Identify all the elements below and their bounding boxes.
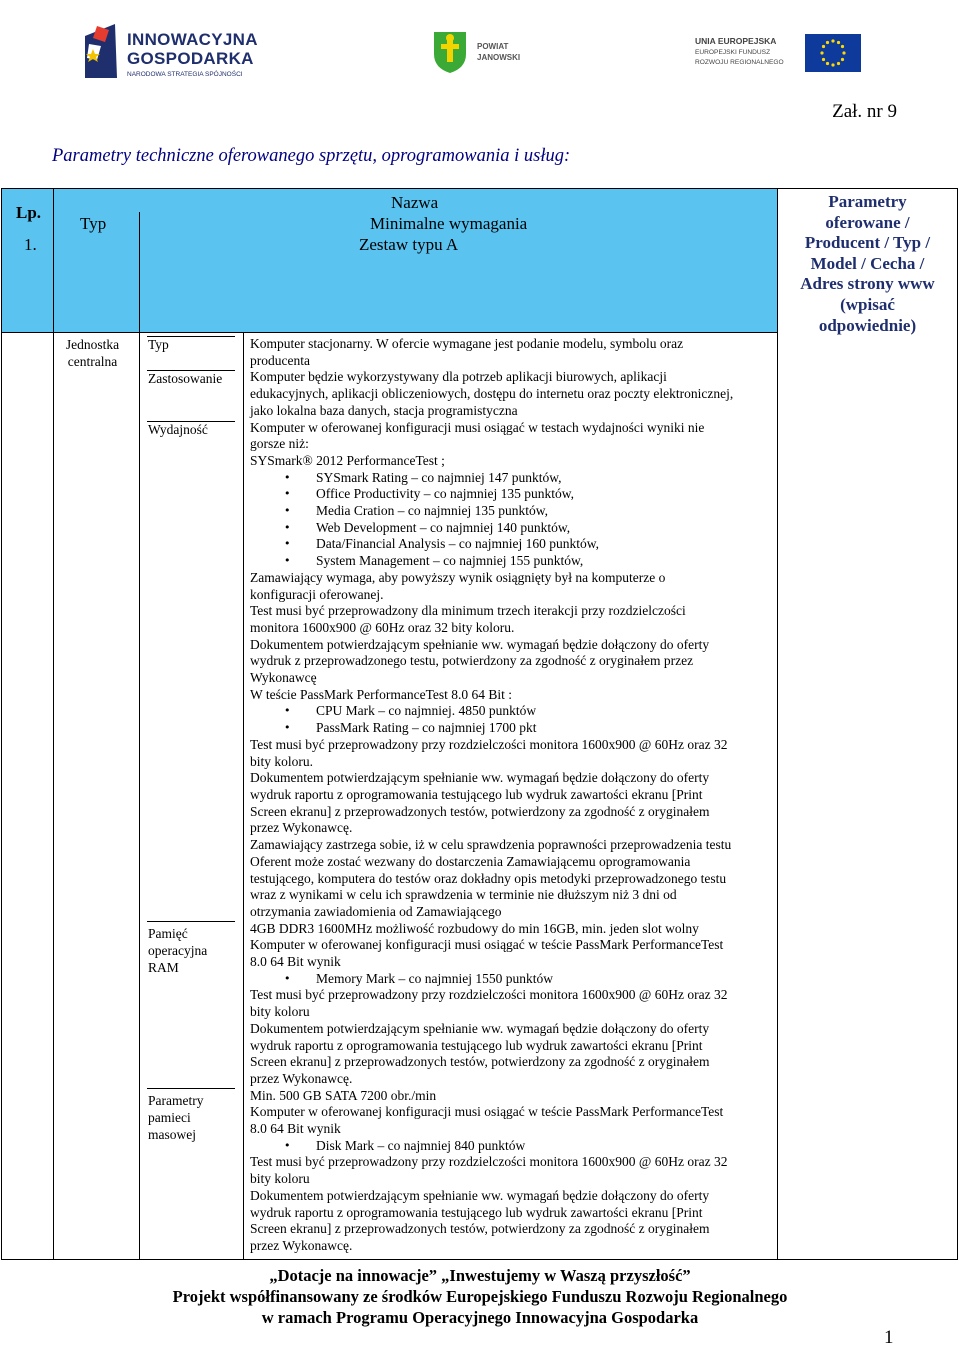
header-nazwa: Nazwa	[391, 193, 439, 212]
table-header-shading	[2, 189, 777, 332]
bullet-item: • SYSmark Rating – co najmniej 147 punktów,	[250, 470, 774, 487]
logo-text-efrr-2: ROZWOJU REGIONALNEGO	[695, 59, 784, 66]
unit-name: Jednostka centralna	[65, 337, 120, 369]
req-line: wraz z wynikami w celu ich sprawdzenia w terminie nie dłuższym niż 3 dni od	[250, 887, 677, 903]
cell-line-ram	[147, 921, 235, 922]
logo-text-efrr-1: EUROPEJSKI FUNDUSZ	[695, 49, 771, 56]
req-line: przez Wykonawcę.	[250, 1237, 353, 1253]
req-line: przez Wykonawcę.	[250, 1070, 353, 1086]
req-line: Oferent może zostać wezwany do dostarczenia Zamawiającemu oprogramowania	[250, 853, 691, 869]
footer-cofinancing: Projekt współfinansowany ze środków Europejskiego Funduszu Rozwoju Regionalnego	[172, 1287, 788, 1306]
req-line: 8.0 64 Bit wynik	[250, 954, 341, 970]
req-line: testującego, komputera do testów oraz dokładny opis metodyki przeprowadzonego testu	[250, 870, 727, 886]
cell-line-pm	[147, 1088, 235, 1089]
req-line: Screen ekranu] z przeprowadzonych testów, potwierdzony za zgodność z oryginałem	[250, 1221, 710, 1237]
req-line: Test musi być przeprowadzony przy rozdzielczości monitora 1600x900 @ 60Hz oraz 32	[250, 1154, 728, 1170]
req-line: Dokumentem potwierdzającym spełnianie ww. wymagań będzie dołączony do oferty	[250, 1187, 710, 1203]
req-line: wydruk z przeprowadzonego testu, potwierdzony za zgodność z oryginałem przez	[250, 653, 694, 669]
bullet-item: • Office Productivity – co najmniej 135 punktów,	[250, 486, 774, 503]
bullet-item: • System Management – co najmniej 155 punktów,	[250, 553, 774, 570]
req-line: producenta	[250, 352, 310, 368]
req-line: Dokumentem potwierdzającym spełnianie ww. wymagań będzie dołączony do oferty	[250, 1020, 710, 1036]
logo-text-gospodarka: GOSPODARKA	[127, 49, 254, 68]
label-pamiec-ram: Pamięć operacyjna RAM	[148, 926, 208, 975]
req-line: Zamawiający zastrzega sobie, iż w celu sprawdzenia poprawności przeprowadzenia testu	[250, 837, 732, 853]
logo-text-janowski: JANOWSKI	[477, 53, 521, 62]
eu-flag-icon	[805, 34, 861, 72]
req-line: Dokumentem potwierdzającym spełnianie ww. wymagań będzie dołączony do oferty	[250, 636, 710, 652]
powiat-janowski-logo	[432, 30, 532, 76]
req-line: Wykonawcę	[250, 670, 317, 686]
bullet-item: • Disk Mark – co najmniej 840 punktów	[250, 1138, 774, 1155]
req-line: edukacyjnych, aplikacji obliczeniowych, dostępu do internetu oraz poczty elektronicznej,	[250, 386, 734, 402]
req-line: jako lokalna baza danych, stacja programistyczna	[250, 402, 518, 418]
bullet-item: • Memory Mark – co najmniej 1550 punktów	[250, 971, 774, 988]
req-line: Komputer w oferowanej konfiguracji musi osiągać w teście PassMark PerformanceTest	[250, 1104, 724, 1120]
req-line: wydruk raportu z oprogramowania testującego lub wydruk zawartości ekranu [Print	[250, 1204, 703, 1220]
req-line: otrzymania zawiadomienia od Zamawiającego	[250, 903, 502, 919]
req-line: Komputer będzie wykorzystywany dla potrzeb aplikacji biurowych, aplikacji	[250, 369, 667, 385]
table-header-bottom-line	[2, 332, 777, 333]
req-line: konfiguracji oferowanej.	[250, 586, 384, 602]
req-line: wydruk raportu z oprogramowania testującego lub wydruk zawartości ekranu [Print	[250, 1037, 703, 1053]
header-typ: Typ	[80, 214, 107, 233]
req-line: Dokumentem potwierdzającym spełnianie ww. wymagań będzie dołączony do oferty	[250, 770, 710, 786]
bullet-item: • CPU Mark – co najmniej. 4850 punktów	[250, 703, 774, 720]
bullet-item: • Media Cration – co najmniej 135 punktów,	[250, 503, 774, 520]
req-line: 8.0 64 Bit wynik	[250, 1121, 341, 1137]
logo-text-powiat: POWIAT	[477, 42, 509, 51]
unia-europejska-logo	[695, 36, 865, 76]
req-line: Min. 500 GB SATA 7200 obr./min	[250, 1087, 437, 1103]
req-line: Zamawiający wymaga, aby powyższy wynik osiągnięty był na komputerze o	[250, 569, 666, 585]
logo-text-nss: NARODOWA STRATEGIA SPÓJNOŚCI	[127, 71, 243, 78]
bullet-item: • Web Development – co najmniej 140 punktów,	[250, 520, 774, 537]
label-wydajnosc: Wydajność	[148, 422, 208, 437]
req-line: bity koloru	[250, 1004, 310, 1020]
document-title: Parametry techniczne oferowanego sprzętu, oprogramowania i usług:	[52, 146, 571, 166]
req-line: Screen ekranu] z przeprowadzonych testów, potwierdzony za zgodność z oryginałem	[250, 803, 710, 819]
attachment-number: Zał. nr 9	[832, 101, 897, 122]
req-line: wydruk raportu z oprogramowania testującego lub wydruk zawartości ekranu [Print	[250, 786, 703, 802]
table-vline-4	[777, 189, 778, 1259]
label-zastosowanie: Zastosowanie	[148, 371, 223, 386]
req-line: Komputer w oferowanej konfiguracji musi osiągać w teście PassMark PerformanceTest	[250, 937, 724, 953]
req-line: W teście PassMark PerformanceTest 8.0 64 Bit :	[250, 686, 512, 702]
powiat-shield-icon	[432, 30, 468, 74]
req-line: bity koloru	[250, 1171, 310, 1187]
logo-text-innowacyjna: INNOWACYJNA	[127, 30, 258, 49]
innowacyjna-gospodarka-mark-icon	[83, 22, 123, 80]
req-line: Screen ekranu] z przeprowadzonych testów, potwierdzony za zgodność z oryginałem	[250, 1054, 710, 1070]
page-number: 1	[884, 1327, 894, 1348]
header-parametry-oferowane: Parametry oferowane / Producent / Typ / Model / Cecha / Adres strony www (wpisać odpowiednie)	[800, 192, 935, 335]
bullet-item: • PassMark Rating – co najmniej 1700 pkt	[250, 720, 774, 737]
set-name: Zestaw typu A	[359, 235, 459, 254]
req-line: gorsze niż:	[250, 436, 309, 452]
table-vline-3	[243, 332, 244, 1259]
req-line: Komputer w oferowanej konfiguracji musi osiągać w testach wydajności wyniki nie	[250, 419, 705, 435]
innowacyjna-gospodarka-logo	[83, 22, 273, 80]
bullet-item: • Data/Financial Analysis – co najmniej 160 punktów,	[250, 536, 774, 553]
req-line: 4GB DDR3 1600MHz możliwość rozbudowy do min 16GB, min. jeden slot wolny	[250, 920, 699, 936]
req-line: Test musi być przeprowadzony dla minimum trzech iterakcji przy rozdzielczości	[250, 603, 686, 619]
req-line: Test musi być przeprowadzony przy rozdzielczości monitora 1600x900 @ 60Hz oraz 32	[250, 987, 728, 1003]
specification-table	[1, 188, 958, 1260]
footer-programme: w ramach Programu Operacyjnego Innowacyjna Gospodarka	[261, 1308, 699, 1327]
req-line: monitora 1600x900 @ 60Hz oraz 32 bity koloru.	[250, 619, 515, 635]
req-line: bity koloru.	[250, 753, 313, 769]
req-line: SYSmark® 2012 PerformanceTest ;	[250, 452, 445, 468]
table-vline-2	[139, 212, 140, 1259]
header-minimalne-wymagania: Minimalne wymagania	[370, 214, 528, 233]
req-line: Komputer stacjonarny. W ofercie wymagane jest podanie modelu, symbolu oraz	[250, 336, 684, 351]
logo-text-ue: UNIA EUROPEJSKA	[695, 36, 777, 46]
header-lp: Lp.	[16, 203, 42, 222]
label-pamiec-masowa: Parametry pamieci masowej	[148, 1093, 204, 1142]
requirements-content	[250, 336, 774, 1255]
footer-slogan: „Dotacje na innowacje” „Inwestujemy w Waszą przyszłość”	[269, 1266, 691, 1285]
req-line: przez Wykonawcę.	[250, 820, 353, 836]
req-line: Test musi być przeprowadzony przy rozdzielczości monitora 1600x900 @ 60Hz oraz 32	[250, 736, 728, 752]
label-typ: Typ	[148, 337, 169, 352]
row-number: 1.	[24, 235, 37, 254]
